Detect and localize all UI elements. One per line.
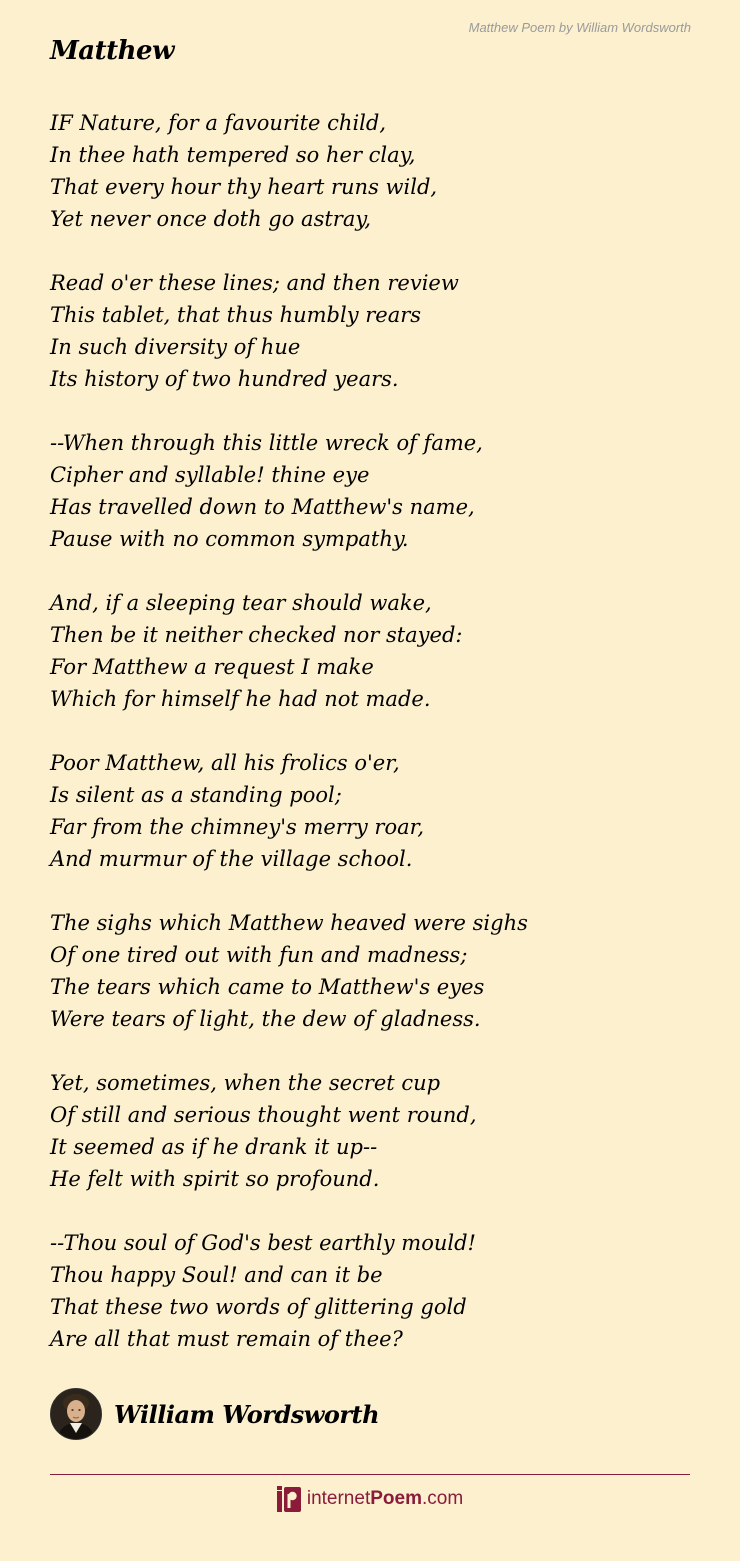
poem-line: IF Nature, for a favourite child,	[50, 111, 386, 135]
footer-brand-link[interactable]	[0, 1486, 740, 1512]
stanza	[50, 1227, 690, 1355]
brand-suffix: .com	[421, 1488, 464, 1509]
poem-line: Yet never once doth go astray,	[50, 207, 372, 231]
author-avatar[interactable]	[50, 1388, 102, 1440]
poem-line: Far from the chimney's merry roar,	[50, 815, 425, 839]
poem-line: Read o'er these lines; and then review	[50, 271, 459, 295]
brand-prefix: internet	[306, 1488, 371, 1509]
poem-line: Thou happy Soul! and can it be	[50, 1263, 383, 1287]
poem-line: Is silent as a standing pool;	[50, 783, 342, 807]
stanza	[50, 907, 690, 1035]
poem-line: And, if a sleeping tear should wake,	[50, 591, 432, 615]
poem-line: --Thou soul of God's best earthly mould!	[50, 1231, 476, 1255]
poem-line: In such diversity of hue	[50, 335, 301, 359]
stanza	[50, 107, 690, 235]
brand-bold: Poem	[370, 1488, 422, 1509]
poem-line: Has travelled down to Matthew's name,	[50, 495, 475, 519]
poem-line: In thee hath tempered so her clay,	[50, 143, 416, 167]
poem-line: The tears which came to Matthew's eyes	[50, 975, 485, 999]
poem-line: Are all that must remain of thee?	[50, 1327, 403, 1351]
poem-line: Of one tired out with fun and madness;	[50, 943, 468, 967]
brand-name	[307, 1488, 463, 1510]
stanza	[50, 587, 690, 715]
footer-divider	[50, 1474, 690, 1475]
poem-line: Poor Matthew, all his frolics o'er,	[50, 751, 400, 775]
stanza	[50, 1067, 690, 1195]
poem-line: Which for himself he had not made.	[50, 687, 431, 711]
poem-title: Matthew	[50, 36, 174, 66]
author-row[interactable]	[50, 1388, 379, 1440]
poem-line: He felt with spirit so profound.	[50, 1167, 380, 1191]
poem-line: Its history of two hundred years.	[50, 367, 399, 391]
poem-line: This tablet, that thus humbly rears	[50, 303, 422, 327]
poem-line: Yet, sometimes, when the secret cup	[50, 1071, 441, 1095]
poem-line: Were tears of light, the dew of gladness.	[50, 1007, 481, 1031]
poem-line: That these two words of glittering gold	[50, 1295, 467, 1319]
poem-line: Cipher and syllable! thine eye	[50, 463, 370, 487]
stanza	[50, 267, 690, 395]
author-name[interactable]: William Wordsworth	[114, 1399, 380, 1429]
poem-line: Then be it neither checked nor stayed:	[50, 623, 463, 647]
stanza	[50, 747, 690, 875]
poem-body	[50, 107, 690, 1387]
author-portrait-icon	[51, 1389, 101, 1439]
poem-line: Pause with no common sympathy.	[50, 527, 409, 551]
poem-line: And murmur of the village school.	[50, 847, 413, 871]
poem-line: For Matthew a request I make	[50, 655, 374, 679]
internetpoem-logo-icon	[277, 1486, 301, 1512]
header-credit: Matthew Poem by William Wordsworth	[468, 20, 691, 35]
poem-line: That every hour thy heart runs wild,	[50, 175, 438, 199]
poem-line: It seemed as if he drank it up--	[50, 1135, 378, 1159]
poem-line: The sighs which Matthew heaved were sighs	[50, 911, 528, 935]
poem-line: --When through this little wreck of fame,	[50, 431, 483, 455]
poem-line: Of still and serious thought went round,	[50, 1103, 477, 1127]
stanza	[50, 427, 690, 555]
